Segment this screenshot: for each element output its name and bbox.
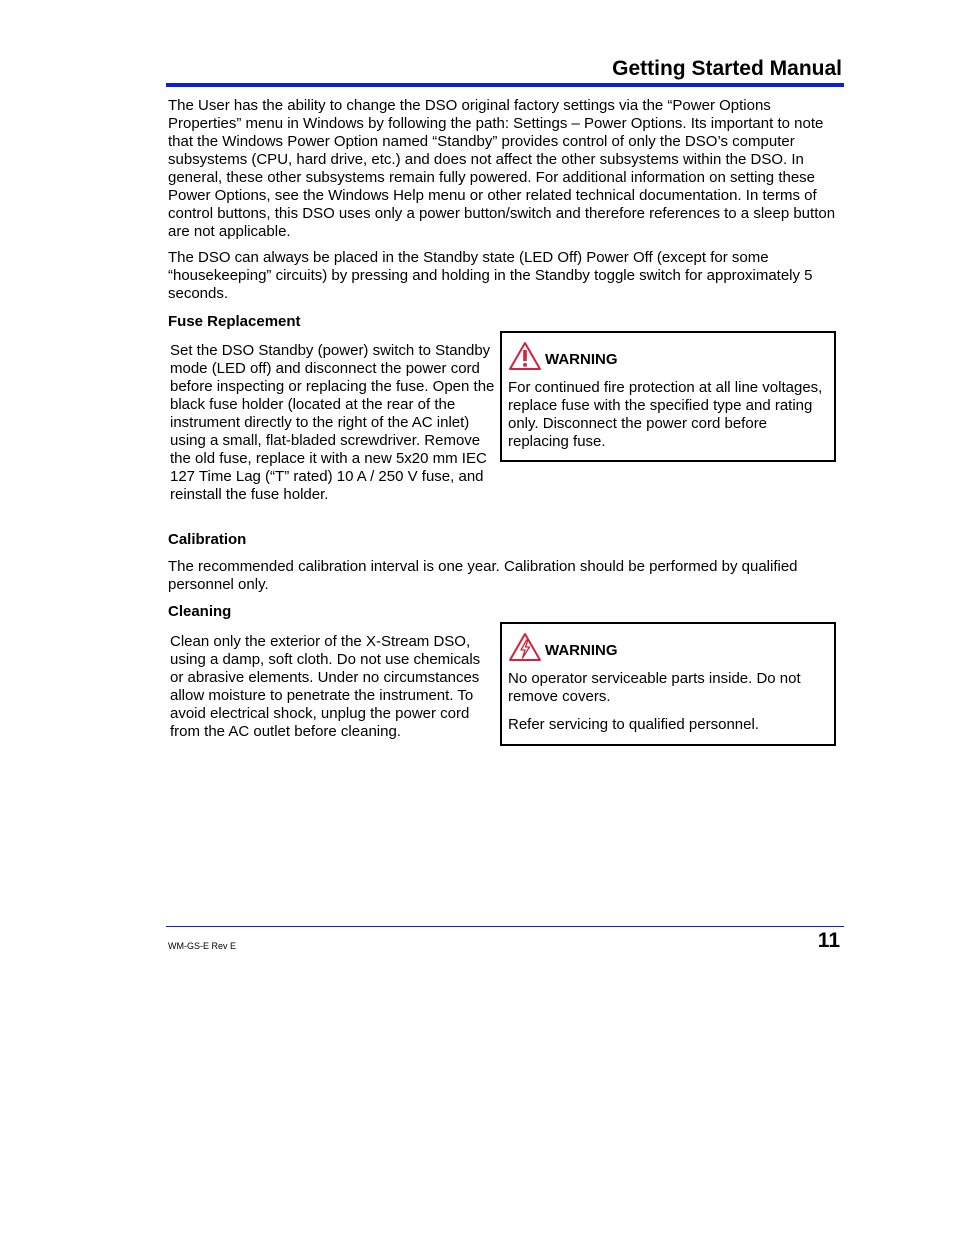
- caution-exclamation-icon: [508, 341, 545, 371]
- footer-divider: [166, 926, 844, 927]
- cleaning-warning-box: [500, 622, 836, 746]
- electrical-hazard-icon: [508, 632, 545, 662]
- power-options-paragraph: The User has the ability to change the DSO original factory settings via the “Power Options Properties” menu in Windows by following the path: Settings – Power Options. Its important to note that the Windows Power Option named “Standby” provides control of only the DSO’s computer subsystems (CPU, hard drive, etc.) and does not affect the other subsystems within the DSO. In general, these other subsystems remain fully powered. For additional information on setting these Power Options, see the Windows Help menu or other related technical documentation. In terms of control buttons, this DSO uses only a power button/switch and therefore references to a sleep button are not applicable.: [168, 97, 836, 240]
- fuse-replacement-heading: Fuse Replacement: [168, 313, 301, 330]
- cleaning-heading: Cleaning: [168, 603, 232, 620]
- fuse-replacement-text: Set the DSO Standby (power) switch to Standby mode (LED off) and disconnect the power cord before inspecting or replacing the fuse. Open the black fuse holder (located at the rear of the instrument directly to the right of the AC inlet) using a small, flat-bladed screwdriver. Remove the old fuse, replace it with a new 5x20 mm IEC 127 Time Lag (“T” rated) 10 A / 250 V fuse, and reinstall the fuse holder.: [170, 342, 495, 503]
- warning-header: [508, 630, 828, 662]
- header-divider: [166, 83, 844, 87]
- fuse-warning-text: For continued fire protection at all line voltages, replace fuse with the specified type and rating only. Disconnect the power cord before replacing fuse.: [508, 379, 823, 450]
- warning-label: WARNING: [545, 642, 618, 659]
- cleaning-warning-text: No operator serviceable parts inside. Do not remove covers.: [508, 670, 801, 705]
- page-number: 11: [817, 929, 840, 952]
- cleaning-warning-text-secondary: Refer servicing to qualified personnel.: [508, 716, 759, 733]
- cleaning-text: Clean only the exterior of the X-Stream DSO, using a damp, soft cloth. Do not use chemicals or abrasive elements. Under no circumstances allow moisture to penetrate the instrument. To avoid electrical shock, unplug the power cord from the AC outlet before cleaning.: [170, 633, 481, 740]
- standby-paragraph: The DSO can always be placed in the Standby state (LED Off) Power Off (except for some “housekeeping” circuits) by pressing and holding in the Standby toggle switch for approximately 5 seconds.: [168, 249, 813, 302]
- page-header-title: Getting Started Manual: [612, 57, 842, 80]
- fuse-warning-box: [500, 331, 836, 462]
- document-revision: WM-GS-E Rev E: [168, 941, 237, 951]
- calibration-text: The recommended calibration interval is one year. Calibration should be performed by qualified personnel only.: [168, 558, 798, 593]
- warning-header: [508, 339, 828, 371]
- warning-label: WARNING: [545, 351, 618, 368]
- calibration-heading: Calibration: [168, 531, 247, 548]
